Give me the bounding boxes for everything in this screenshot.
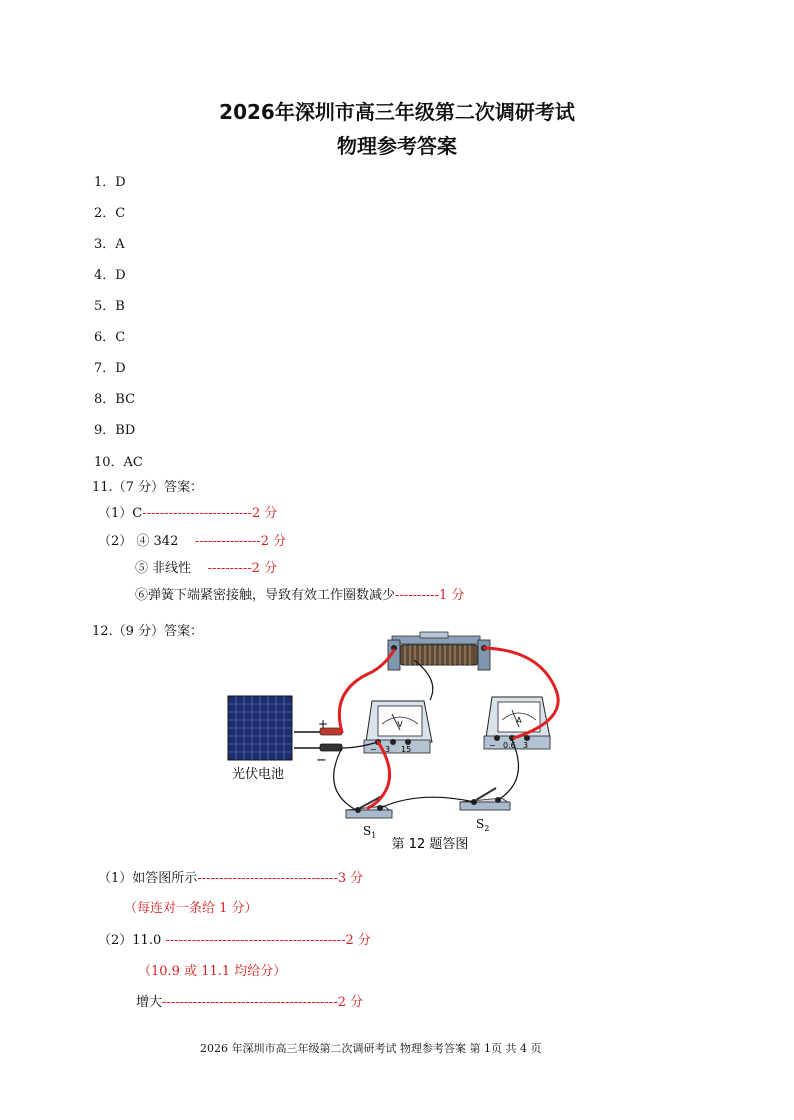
- answer-number: 3．: [94, 237, 116, 252]
- page-footer: 2026 年深圳市高三年级第二次调研考试 物理参考答案 第 1页 共 4 页: [200, 1042, 542, 1055]
- figure-caption: 第 12 题答图: [391, 837, 469, 852]
- voltmeter-symbol: V: [397, 720, 403, 729]
- minus-terminal-label: −: [316, 753, 327, 768]
- q12-part2-note: （10.9 或 11.1 均给分）: [138, 964, 287, 979]
- answer-value: BD: [115, 423, 136, 438]
- q12-part1-score: --------------------------------3 分: [197, 871, 364, 886]
- wire-rheostat-voltmeter: [414, 660, 433, 700]
- solar-panel-icon: [228, 696, 292, 760]
- answer-value: D: [115, 175, 126, 190]
- q12-heading: 12.（9 分）答案：: [92, 624, 204, 639]
- answer-value: BC: [115, 392, 136, 407]
- answer-value: B: [115, 299, 125, 314]
- page-subtitle: 物理参考答案: [337, 134, 457, 158]
- choice-answer-1: [94, 171, 126, 190]
- answer-number: 6．: [94, 330, 116, 345]
- switch-s2-subscript: 2: [484, 824, 490, 833]
- solar-lead-minus: [294, 744, 342, 751]
- answer-value: D: [115, 268, 126, 283]
- q12-part3-score: ----------------------------------------2 分: [162, 995, 364, 1010]
- answer-number: 8．: [94, 392, 116, 407]
- q11-part4-answer: ⑥弹簧下端紧密接触，导致有效工作圈数减少: [135, 588, 396, 603]
- ammeter-terminal-3: 3: [523, 741, 529, 750]
- choice-answer-7: [94, 357, 126, 376]
- answer-number: 10．: [94, 455, 124, 470]
- rheostat-icon: [388, 632, 490, 670]
- q12-part1-note: （每连对一条给 1 分）: [124, 901, 258, 916]
- q11-part4: [135, 584, 464, 603]
- q11-part1-answer: （1）C: [98, 506, 143, 521]
- switch-s2-icon: [460, 788, 510, 810]
- answer-number: 1．: [94, 175, 116, 190]
- answer-value: D: [115, 361, 126, 376]
- switch-s2-label: [476, 817, 489, 833]
- choice-answer-4: [94, 264, 126, 283]
- answer-number: 5．: [94, 299, 116, 314]
- plus-terminal-label: +: [318, 717, 329, 731]
- q12-part2-answer: （2）11.0: [98, 933, 166, 948]
- answer-number: 2．: [94, 206, 116, 221]
- ammeter-terminal-minus: −: [489, 741, 496, 750]
- page-title: 2026年深圳市高三年级第二次调研考试: [219, 100, 575, 124]
- choice-answer-3: [94, 233, 125, 252]
- choice-answer-8: [94, 388, 135, 407]
- q12-part1-answer: （1）如答图所示: [98, 871, 198, 886]
- q11-part3-answer: ⑤ 非线性: [135, 561, 192, 576]
- answer-value: C: [115, 330, 126, 345]
- q11-part3: [135, 557, 277, 576]
- q11-part1-score: -------------------------2 分: [142, 506, 278, 521]
- q12-part1: [98, 867, 363, 886]
- solar-cell-label: 光伏电池: [231, 767, 285, 782]
- answer-value: AC: [123, 455, 143, 470]
- voltmeter-terminal-15: 15: [401, 745, 412, 754]
- q11-part3-score: ----------2 分: [207, 561, 278, 576]
- ammeter-symbol: A: [516, 716, 522, 725]
- answer-value: C: [115, 206, 126, 221]
- switch-s1-letter: S: [363, 824, 372, 838]
- voltmeter-terminal-minus: −: [370, 745, 377, 754]
- switch-s2-letter: S: [476, 817, 485, 831]
- wire-solar-minus-s1: [334, 748, 356, 810]
- answer-number: 4．: [94, 268, 116, 283]
- ammeter-terminal-0-6: 0.6: [503, 741, 516, 750]
- circuit-diagram: [0, 620, 794, 860]
- q12-part3: [136, 991, 363, 1010]
- q12-part3-answer: 增大: [136, 995, 163, 1010]
- answer-number: 9．: [94, 423, 116, 438]
- q12-part2-score: -----------------------------------------2 分: [165, 933, 371, 948]
- switch-s1-subscript: 1: [371, 831, 377, 840]
- q12-part2: [98, 929, 371, 948]
- q11-part2: [98, 530, 286, 549]
- choice-answer-10: [94, 451, 143, 470]
- q11-part1: [98, 502, 277, 521]
- answer-value: A: [115, 237, 125, 252]
- q11-heading: 11.（7 分）答案：: [92, 480, 204, 495]
- choice-answer-6: [94, 326, 125, 345]
- choice-answer-2: [94, 202, 125, 221]
- switch-s1-label: [363, 824, 376, 840]
- q11-part2-answer: （2） ④ 342: [98, 534, 179, 549]
- answer-number: 7．: [94, 361, 116, 376]
- choice-answer-9: [94, 419, 135, 438]
- choice-answer-5: [94, 295, 125, 314]
- q11-part2-score: ---------------2 分: [194, 534, 287, 549]
- voltmeter-terminal-3: 3: [385, 745, 391, 754]
- q11-part4-score: ----------1 分: [395, 588, 465, 603]
